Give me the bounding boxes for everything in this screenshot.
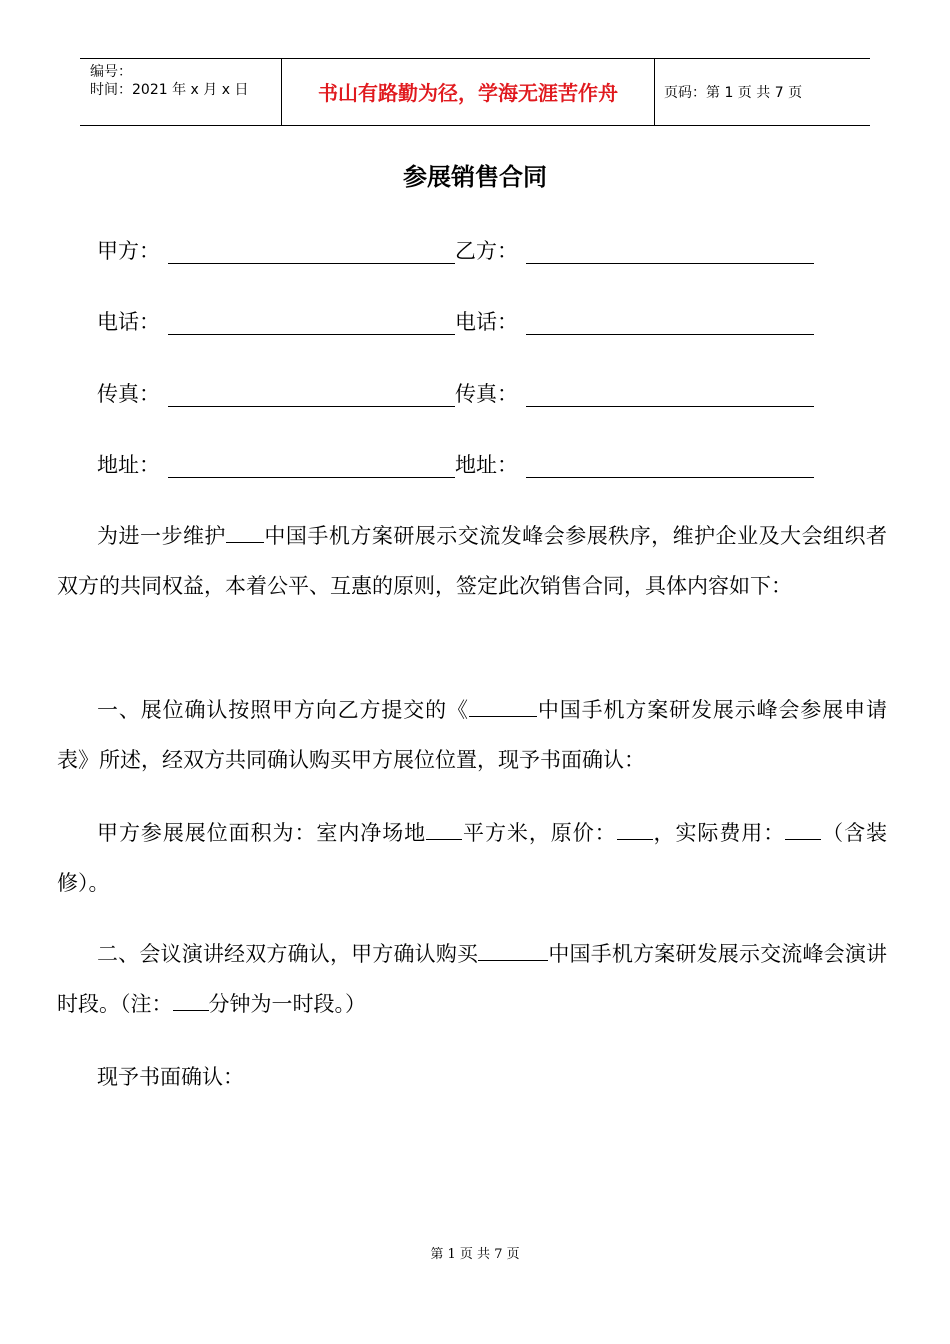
party-a-fax-blank[interactable] bbox=[168, 406, 455, 407]
booth-text: （含装修）。 bbox=[57, 821, 888, 895]
header-page-info: 页码：第 1 页 共 7 页 bbox=[664, 85, 803, 101]
party-b-phone-blank[interactable] bbox=[526, 334, 814, 335]
section-2-speech bbox=[57, 929, 887, 1029]
party-b-fax-blank[interactable] bbox=[526, 406, 814, 407]
intro-text: 中国手机方案研展示交流发峰会参展秩序，维护企业及大会组织者双方的共同权益，本着公平、互惠的原则，签定此次销售合同，具体内容如下： bbox=[57, 524, 888, 598]
speech-slot-blank[interactable] bbox=[478, 940, 548, 961]
page-footer: 第 1 页 共 7 页 bbox=[430, 1247, 520, 1262]
section-2-text: 分钟为一时段。） bbox=[208, 992, 366, 1016]
party-b-address-label: 地址： bbox=[455, 453, 518, 477]
booth-text: 平方米，原价： bbox=[462, 821, 617, 845]
booth-text: 甲方参展展位面积为：室内净场地 bbox=[97, 821, 427, 845]
booth-text: ，实际费用： bbox=[652, 821, 786, 845]
original-price-blank[interactable] bbox=[617, 819, 653, 840]
party-a-phone-label: 电话： bbox=[97, 310, 160, 334]
party-a-blank[interactable] bbox=[168, 263, 455, 264]
party-a-fax-label: 传真： bbox=[97, 382, 160, 406]
minutes-blank[interactable] bbox=[173, 990, 209, 1011]
booth-area-blank[interactable] bbox=[426, 819, 462, 840]
section-1-text: 中国手机方案研发展示峰会参展申请表》所述，经双方共同确认购买甲方展位位置，现予书面确认： bbox=[57, 698, 888, 772]
party-b-label: 乙方： bbox=[455, 239, 518, 263]
party-b-blank[interactable] bbox=[526, 263, 814, 264]
document-number-label: 编号： bbox=[90, 64, 132, 80]
header-meta bbox=[90, 63, 248, 99]
intro-blank[interactable] bbox=[226, 522, 264, 543]
section-1-blank[interactable] bbox=[469, 696, 537, 717]
party-b-phone-label: 电话： bbox=[455, 310, 518, 334]
party-b-address-blank[interactable] bbox=[526, 477, 814, 478]
document-title: 参展销售合同 bbox=[403, 163, 547, 191]
party-a-address-label: 地址： bbox=[97, 453, 160, 477]
document-date: 时间：2021 年 x 月 x 日 bbox=[90, 82, 249, 98]
party-a-phone-blank[interactable] bbox=[168, 334, 455, 335]
header-divider bbox=[654, 59, 655, 125]
party-a-address-blank[interactable] bbox=[168, 477, 455, 478]
intro-paragraph bbox=[57, 511, 887, 611]
confirm-text: 现予书面确认： bbox=[97, 1065, 244, 1089]
intro-text: 为进一步维护 bbox=[97, 524, 226, 548]
party-a-label: 甲方： bbox=[97, 239, 160, 263]
section-2-text: 二、会议演讲经双方确认，甲方确认购买 bbox=[97, 942, 479, 966]
section-2-text: 中国手机方案研发展示交流峰会演讲时段。（注： bbox=[57, 942, 888, 1016]
party-b-fax-label: 传真： bbox=[455, 382, 518, 406]
actual-cost-blank[interactable] bbox=[785, 819, 821, 840]
confirmation-line bbox=[57, 1052, 887, 1102]
section-1-booth-confirmation bbox=[57, 685, 887, 785]
booth-area-paragraph bbox=[57, 808, 887, 908]
page-header bbox=[80, 58, 870, 126]
header-motto: 书山有路勤为径，学海无涯苦作舟 bbox=[318, 81, 618, 105]
section-1-text: 一、展位确认按照甲方向乙方提交的《 bbox=[97, 698, 469, 722]
